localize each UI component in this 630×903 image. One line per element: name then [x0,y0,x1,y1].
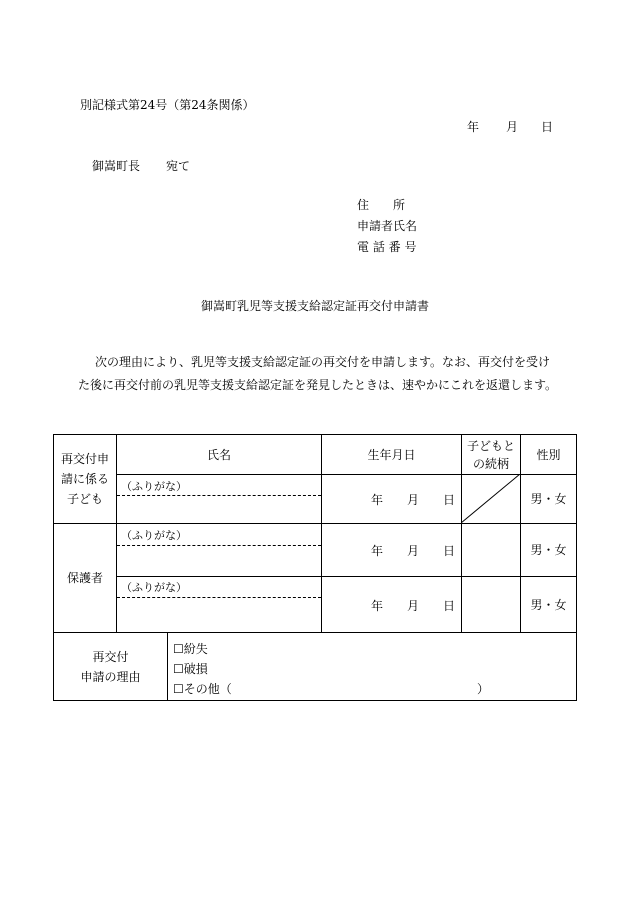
applicant-phone-label: 電 話 番 号 [357,240,417,254]
reason-lost-checkbox[interactable]: ☐紛失 [173,642,208,656]
addressee-name: 御嵩町長 [92,159,141,173]
diagonal-slash [461,474,520,523]
addressee-suffix: 宛て [166,159,191,173]
reason-other-close: ） [477,682,490,696]
form-number: 別記様式第24号（第24条関係） [80,98,255,112]
guardian2-sex: 男・女 [530,597,567,612]
body-line-2: た後に再交付前の乳児等支援支給認定証を発見したときは、速やかにこれを返還します。 [78,378,558,392]
guardian1-furigana-label: （ふりがな） [121,529,187,542]
guardian-label: 保護者 [66,571,103,585]
reason-other-checkbox[interactable]: ☐その他（ [173,682,232,696]
header-relation: 子どもと の続柄 [466,438,515,471]
child-sex: 男・女 [530,492,567,506]
child-furigana-label: （ふりがな） [121,480,187,493]
document-title: 御嵩町乳児等支援支給認定証再交付申請書 [200,299,429,313]
child-row-label: 再交付申 請に係る 子ども [60,452,109,506]
guardian2-furigana-label: （ふりがな） [121,581,187,594]
applicant-name-label: 申請者氏名 [357,219,418,233]
date-month: 月 [506,120,519,134]
header-birthdate: 生年月日 [367,447,416,462]
date-year: 年 [467,120,480,134]
reason-label: 再交付 申請の理由 [80,649,141,684]
reason-damaged-checkbox[interactable]: ☐破損 [173,662,208,676]
body-line-1: 次の理由により、乳児等支援支給認定証の再交付を申請します。なお、再交付を受け [95,355,551,369]
date-day: 日 [541,120,554,134]
applicant-address-label: 住 所 [357,198,406,212]
guardian1-sex: 男・女 [530,543,567,557]
header-name: 氏名 [206,447,231,462]
header-sex: 性別 [536,447,561,462]
